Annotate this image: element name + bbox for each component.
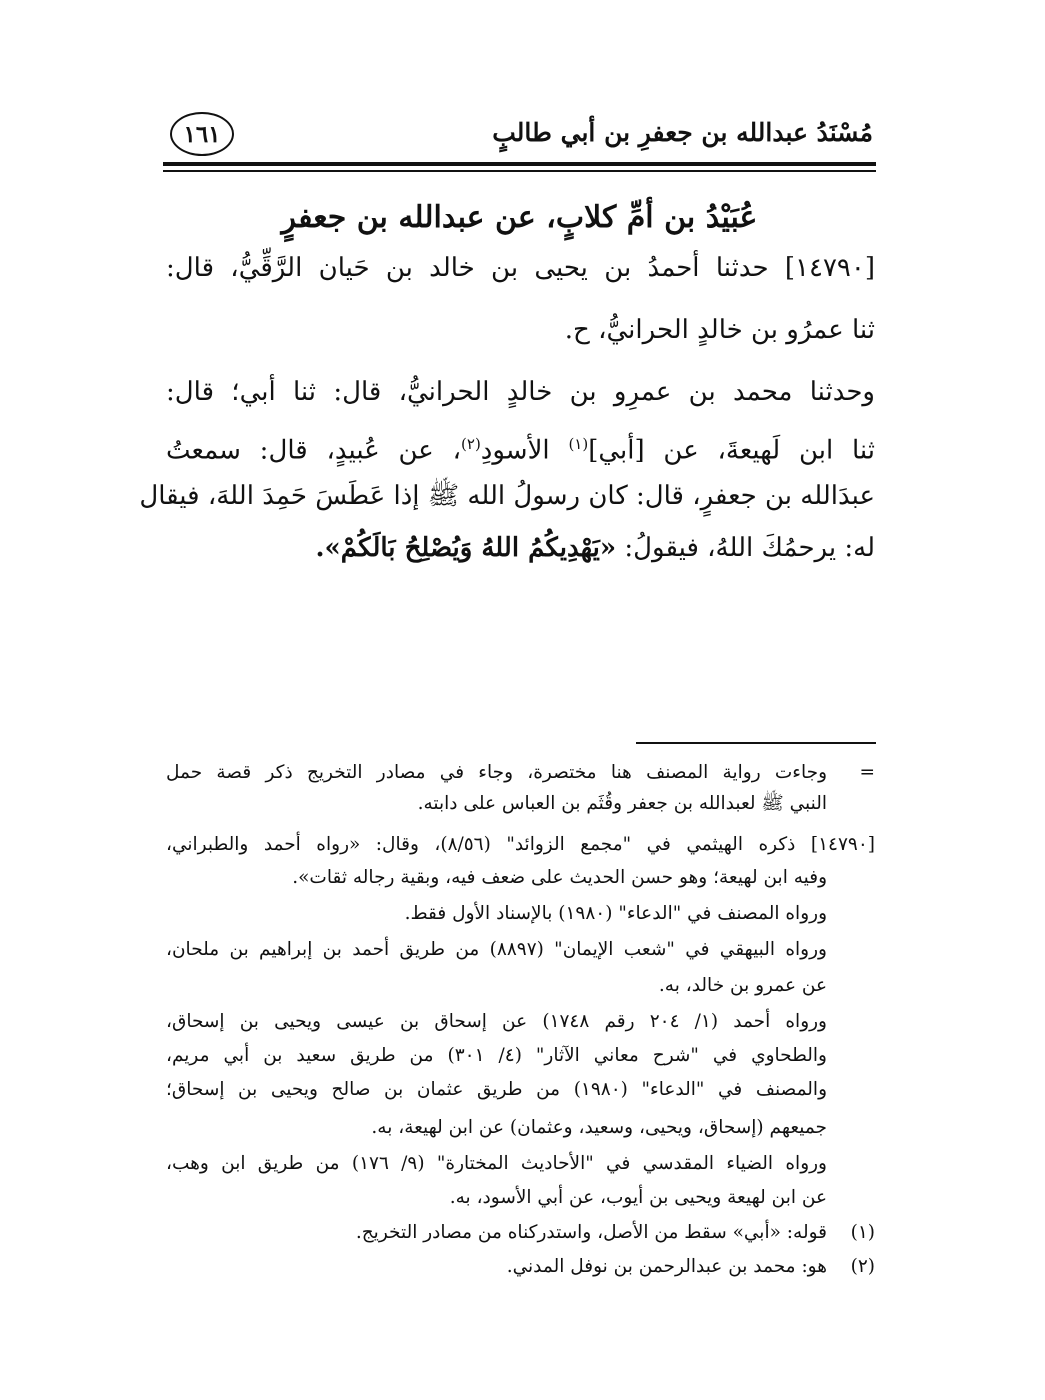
hadith-quote: «يَهْدِيكُمُ اللهُ وَيُصْلِحُ بَالَكُمْ». — [315, 533, 617, 563]
body-line-1: [١٤٧٩٠] حدثنا أحمدُ بن يحيى بن خالد بن حَيان الرَّقِّيُّ، قال: — [166, 253, 875, 283]
footnote-2-text: هو: محمد بن عبدالرحمن بن نوفل المدني. — [506, 1256, 827, 1277]
footnote-line: [١٤٧٩٠] ذكره الهيثمي في "مجمع الزوائد" (٨/٥٦)، وقال: «رواه أحمد والطبراني، — [166, 834, 875, 855]
continuation-marker: = — [859, 762, 875, 783]
body-line-6-start: له: يرحمُكَ اللهُ، فيقولُ: — [616, 533, 875, 563]
header-rule-thick — [163, 162, 876, 166]
body-line-5: عبدَالله بن جعفرٍ، قال: كان رسولُ الله ﷺ إذا عَطَسَ حَمِدَ اللهَ، فيقال — [139, 481, 875, 511]
footnote-line: عن عمرو بن خالد، به. — [658, 975, 827, 996]
footnote-line: ورواه أحمد (١/ ٢٠٤ رقم ١٧٤٨) عن إسحاق بن عيسى ويحيى بن إسحاق، — [166, 1011, 827, 1032]
footnote-ref-1: (١) — [568, 435, 589, 453]
body-line-2: ثنا عمرُو بن خالدٍ الحرانيُّ، ح. — [564, 315, 875, 345]
section-heading: عُبَيْدُ بن أمِّ كلابٍ، عن عبدالله بن جعفرٍ — [281, 200, 758, 235]
footnote-line: وجاءت رواية المصنف هنا مختصرة، وجاء في مصادر التخريج ذكر قصة حمل — [166, 762, 827, 783]
footnote-line: ورواه المصنف في "الدعاء" (١٩٨٠) بالإسناد الأول فقط. — [404, 903, 827, 924]
footnote-1-text: قوله: «أبي» سقط من الأصل، واستدركناه من مصادر التخريج. — [355, 1222, 827, 1243]
footnote-line: عن ابن لهيعة ويحيى بن أيوب، عن أبي الأسود، به. — [449, 1187, 827, 1208]
body-line-6 — [315, 528, 875, 568]
footnote-line: النبي ﷺ لعبدالله بن جعفر وقُثَم بن العباس على دابته. — [417, 793, 827, 814]
body-line-3: وحدثنا محمد بن عمرِو بن خالدٍ الحرانيُّ، قال: ثنا أبي؛ قال: — [166, 377, 875, 407]
header-rule-thin — [163, 170, 876, 172]
footnote-line: جميعهم (إسحاق، ويحيى، وسعيد، وعثمان) عن ابن لهيعة، به. — [371, 1117, 827, 1138]
footnote-line: والطحاوي في "شرح معاني الآثار" (٤/ ٣٠١) من طريق سعيد بن أبي مريم، — [166, 1045, 827, 1066]
footnote-ref-2: (٢) — [461, 435, 481, 453]
body-line-4-start: ثنا ابن لَهيعةَ، عن [أبي] — [588, 435, 875, 466]
body-line-4 — [166, 424, 875, 471]
body-line-4-mid: الأسودِ — [480, 435, 569, 466]
footnote-separator — [636, 742, 876, 744]
page-number-badge: ١٦١ — [170, 112, 234, 156]
footnote-line: والمصنف في "الدعاء" (١٩٨٠) من طريق عثمان بن صالح ويحيى بن إسحاق؛ — [166, 1079, 828, 1100]
footnote-line: ورواه الضياء المقدسي في "الأحاديث المختارة" (٩/ ١٧٦) من طريق ابن وهب، — [166, 1153, 827, 1174]
footnote-marker-1: (١) — [850, 1222, 875, 1243]
footnote-line: وفيه ابن لهيعة؛ وهو حسن الحديث على ضعف فيه، وبقية رجاله ثقات». — [292, 867, 827, 888]
footnote-line: ورواه البيهقي في "شعب الإيمان" (٨٨٩٧) من طريق أحمد بن إبراهيم بن ملحان، — [166, 939, 827, 960]
footnote-marker-2: (٢) — [850, 1256, 875, 1277]
running-title: مُسْنَدُ عبدالله بن جعفرِ بن أبي طالبٍ — [492, 118, 873, 147]
body-line-4-end: ، عن عُبيدٍ، قال: سمعتُ — [166, 435, 462, 466]
